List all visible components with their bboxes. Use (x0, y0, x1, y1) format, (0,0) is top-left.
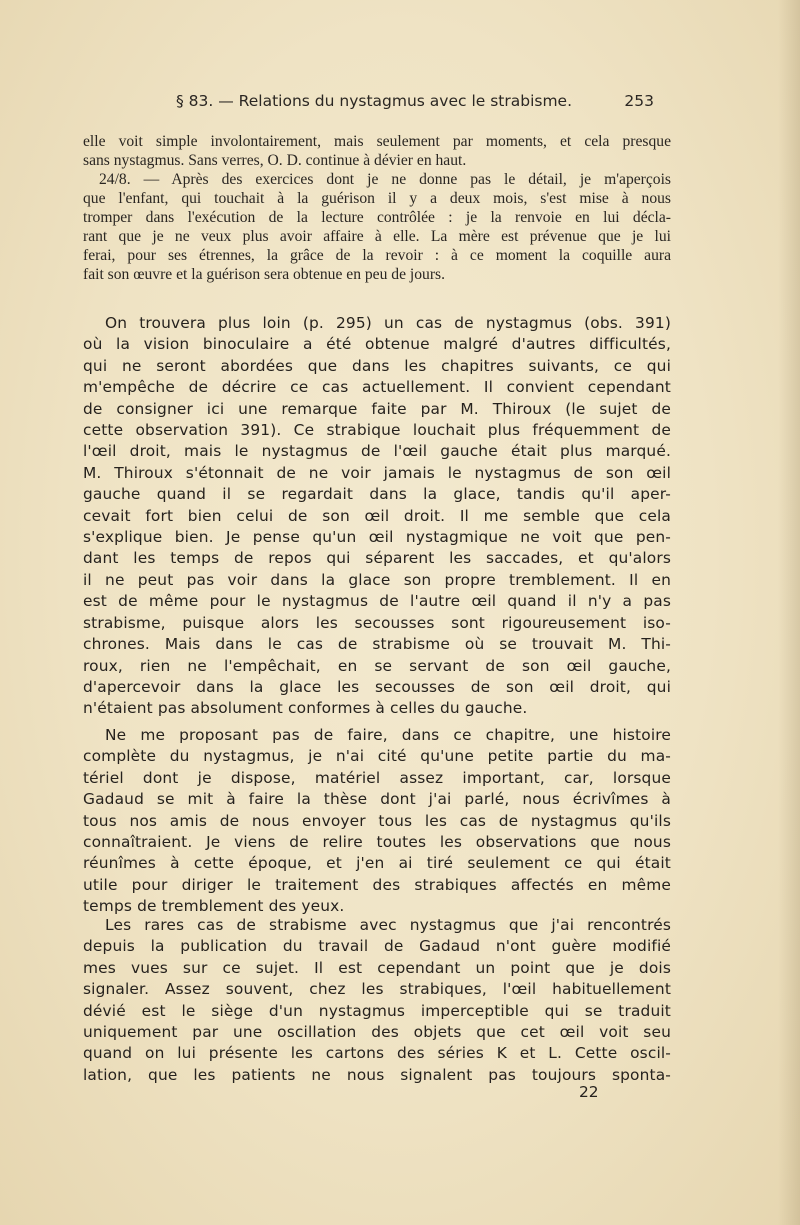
text-line: rant que je ne veux plus avoir affaire à elle. La mère est prévenue que je lui (83, 228, 671, 245)
text-line: réunîmes à cette époque, et j'en ai tiré seulement ce qui était (83, 854, 671, 873)
text-line: elle voit simple involontairement, mais seulement par moments, et cela presque (83, 133, 671, 150)
text-line: ferai, pour ses étrennes, la grâce de la revoir : à ce moment la coquille aura (83, 247, 671, 264)
text-line: de consigner ici une remarque faite par M. Thiroux (le sujet de (83, 399, 671, 418)
text-line: que l'enfant, qui touchait à la guérison il y a deux mois, s'est mise à nous (83, 190, 671, 207)
text-line: cette observation 391). Ce strabique louchait plus fréquemment de (83, 421, 671, 440)
text-line: utile pour diriger le traitement des strabiques affectés en même (83, 875, 671, 894)
text-line: sans nystagmus. Sans verres, O. D. continue à dévier en haut. (83, 152, 467, 169)
text-line: tous nos amis de nous envoyer tous les cas de nystagmus qu'ils (83, 811, 671, 830)
text-line: uniquement par une oscillation des objets que cet œil voit seu (83, 1023, 671, 1042)
text-line: n'étaient pas absolument conformes à celles du gauche. (83, 699, 528, 718)
text-line: M. Thiroux s'étonnait de ne voir jamais le nystagmus de son œil (83, 463, 671, 482)
text-line: Ne me proposant pas de faire, dans ce chapitre, une histoire (105, 726, 671, 744)
text-line: depuis la publication du travail de Gadaud n'ont guère modifié (83, 937, 671, 956)
text-line: lation, que les patients ne nous signalent pas toujours sponta- (83, 1065, 671, 1084)
text-line: dant les temps de repos qui séparent les saccades, et qu'alors (83, 549, 671, 568)
text-line: gauche quand il se regardait dans la glace, tandis qu'il aper- (83, 485, 671, 504)
page-number: 253 (624, 92, 654, 110)
text-line: fait son œuvre et la guérison sera obtenue en peu de jours. (83, 266, 446, 283)
text-line: où la vision binoculaire a été obtenue malgré d'autres difficultés, (83, 335, 671, 354)
text-line: strabisme, puisque alors les secousses sont rigoureusement iso- (83, 613, 671, 632)
text-line: Gadaud se mit à faire la thèse dont j'ai parlé, nous écrivîmes à (83, 790, 671, 809)
text-line: l'œil droit, mais le nystagmus de l'œil gauche était plus marqué. (83, 442, 671, 461)
text-line: temps de tremblement des yeux. (83, 897, 345, 916)
text-line: d'apercevoir dans la glace les secousses de son œil droit, qui (83, 677, 671, 696)
text-line: s'explique bien. Je pense qu'un œil nystagmique ne voit que pen- (83, 528, 671, 547)
running-head-title: § 83. — Relations du nystagmus avec le strabisme. (176, 92, 573, 110)
text-line: dévié est le siège d'un nystagmus imperceptible qui se traduit (83, 1001, 671, 1020)
text-line: est de même pour le nystagmus de l'autre œil quand il n'y a pas (83, 592, 671, 611)
observation-notes (83, 132, 671, 284)
text-line: connaîtraient. Je viens de relire toutes les observations que nous (83, 833, 671, 852)
text-line: On trouvera plus loin (p. 295) un cas de nystagmus (obs. 391) (105, 314, 671, 332)
text-line: il ne peut pas voir dans la glace son propre tremblement. Il en (83, 570, 671, 589)
paragraph-thiroux (83, 313, 671, 720)
text-line: mes vues sur ce sujet. Il est cependant un point que je dois (83, 958, 671, 977)
text-line: 24/8. — Après des exercices dont je ne donne pas le détail, je m'aperçois (99, 171, 671, 188)
text-line: tromper dans l'exécution de la lecture contrôlée : je la renvoie en lui décla- (83, 209, 671, 226)
text-line: chrones. Mais dans le cas de strabisme où se trouvait M. Thi- (83, 635, 671, 654)
running-header (176, 92, 654, 116)
text-line: cevait fort bien celui de son œil droit. Il me semble que cela (83, 506, 671, 525)
text-line: tériel dont je dispose, matériel assez important, car, lorsque (83, 768, 671, 787)
text-line: qui ne seront abordées que dans les chapitres suivants, ce qui (83, 356, 671, 375)
paragraph-rare-cases (83, 915, 671, 1086)
text-line: m'empêche de décrire ce cas actuellement. Il convient cependant (83, 378, 671, 397)
text-line: quand on lui présente les cartons des séries K et L. Cette oscil- (83, 1044, 671, 1063)
page-edge-shadow (778, 0, 800, 1225)
paragraph-gadaud-material (83, 725, 671, 918)
signature-mark: 22 (579, 1083, 599, 1101)
text-line: roux, rien ne l'empêchait, en se servant de son œil gauche, (83, 656, 671, 675)
text-line: complète du nystagmus, je n'ai cité qu'une petite partie du ma- (83, 747, 671, 766)
text-line: Les rares cas de strabisme avec nystagmus que j'ai rencontrés (105, 916, 671, 934)
text-line: signaler. Assez souvent, chez les strabiques, l'œil habituellement (83, 980, 671, 999)
